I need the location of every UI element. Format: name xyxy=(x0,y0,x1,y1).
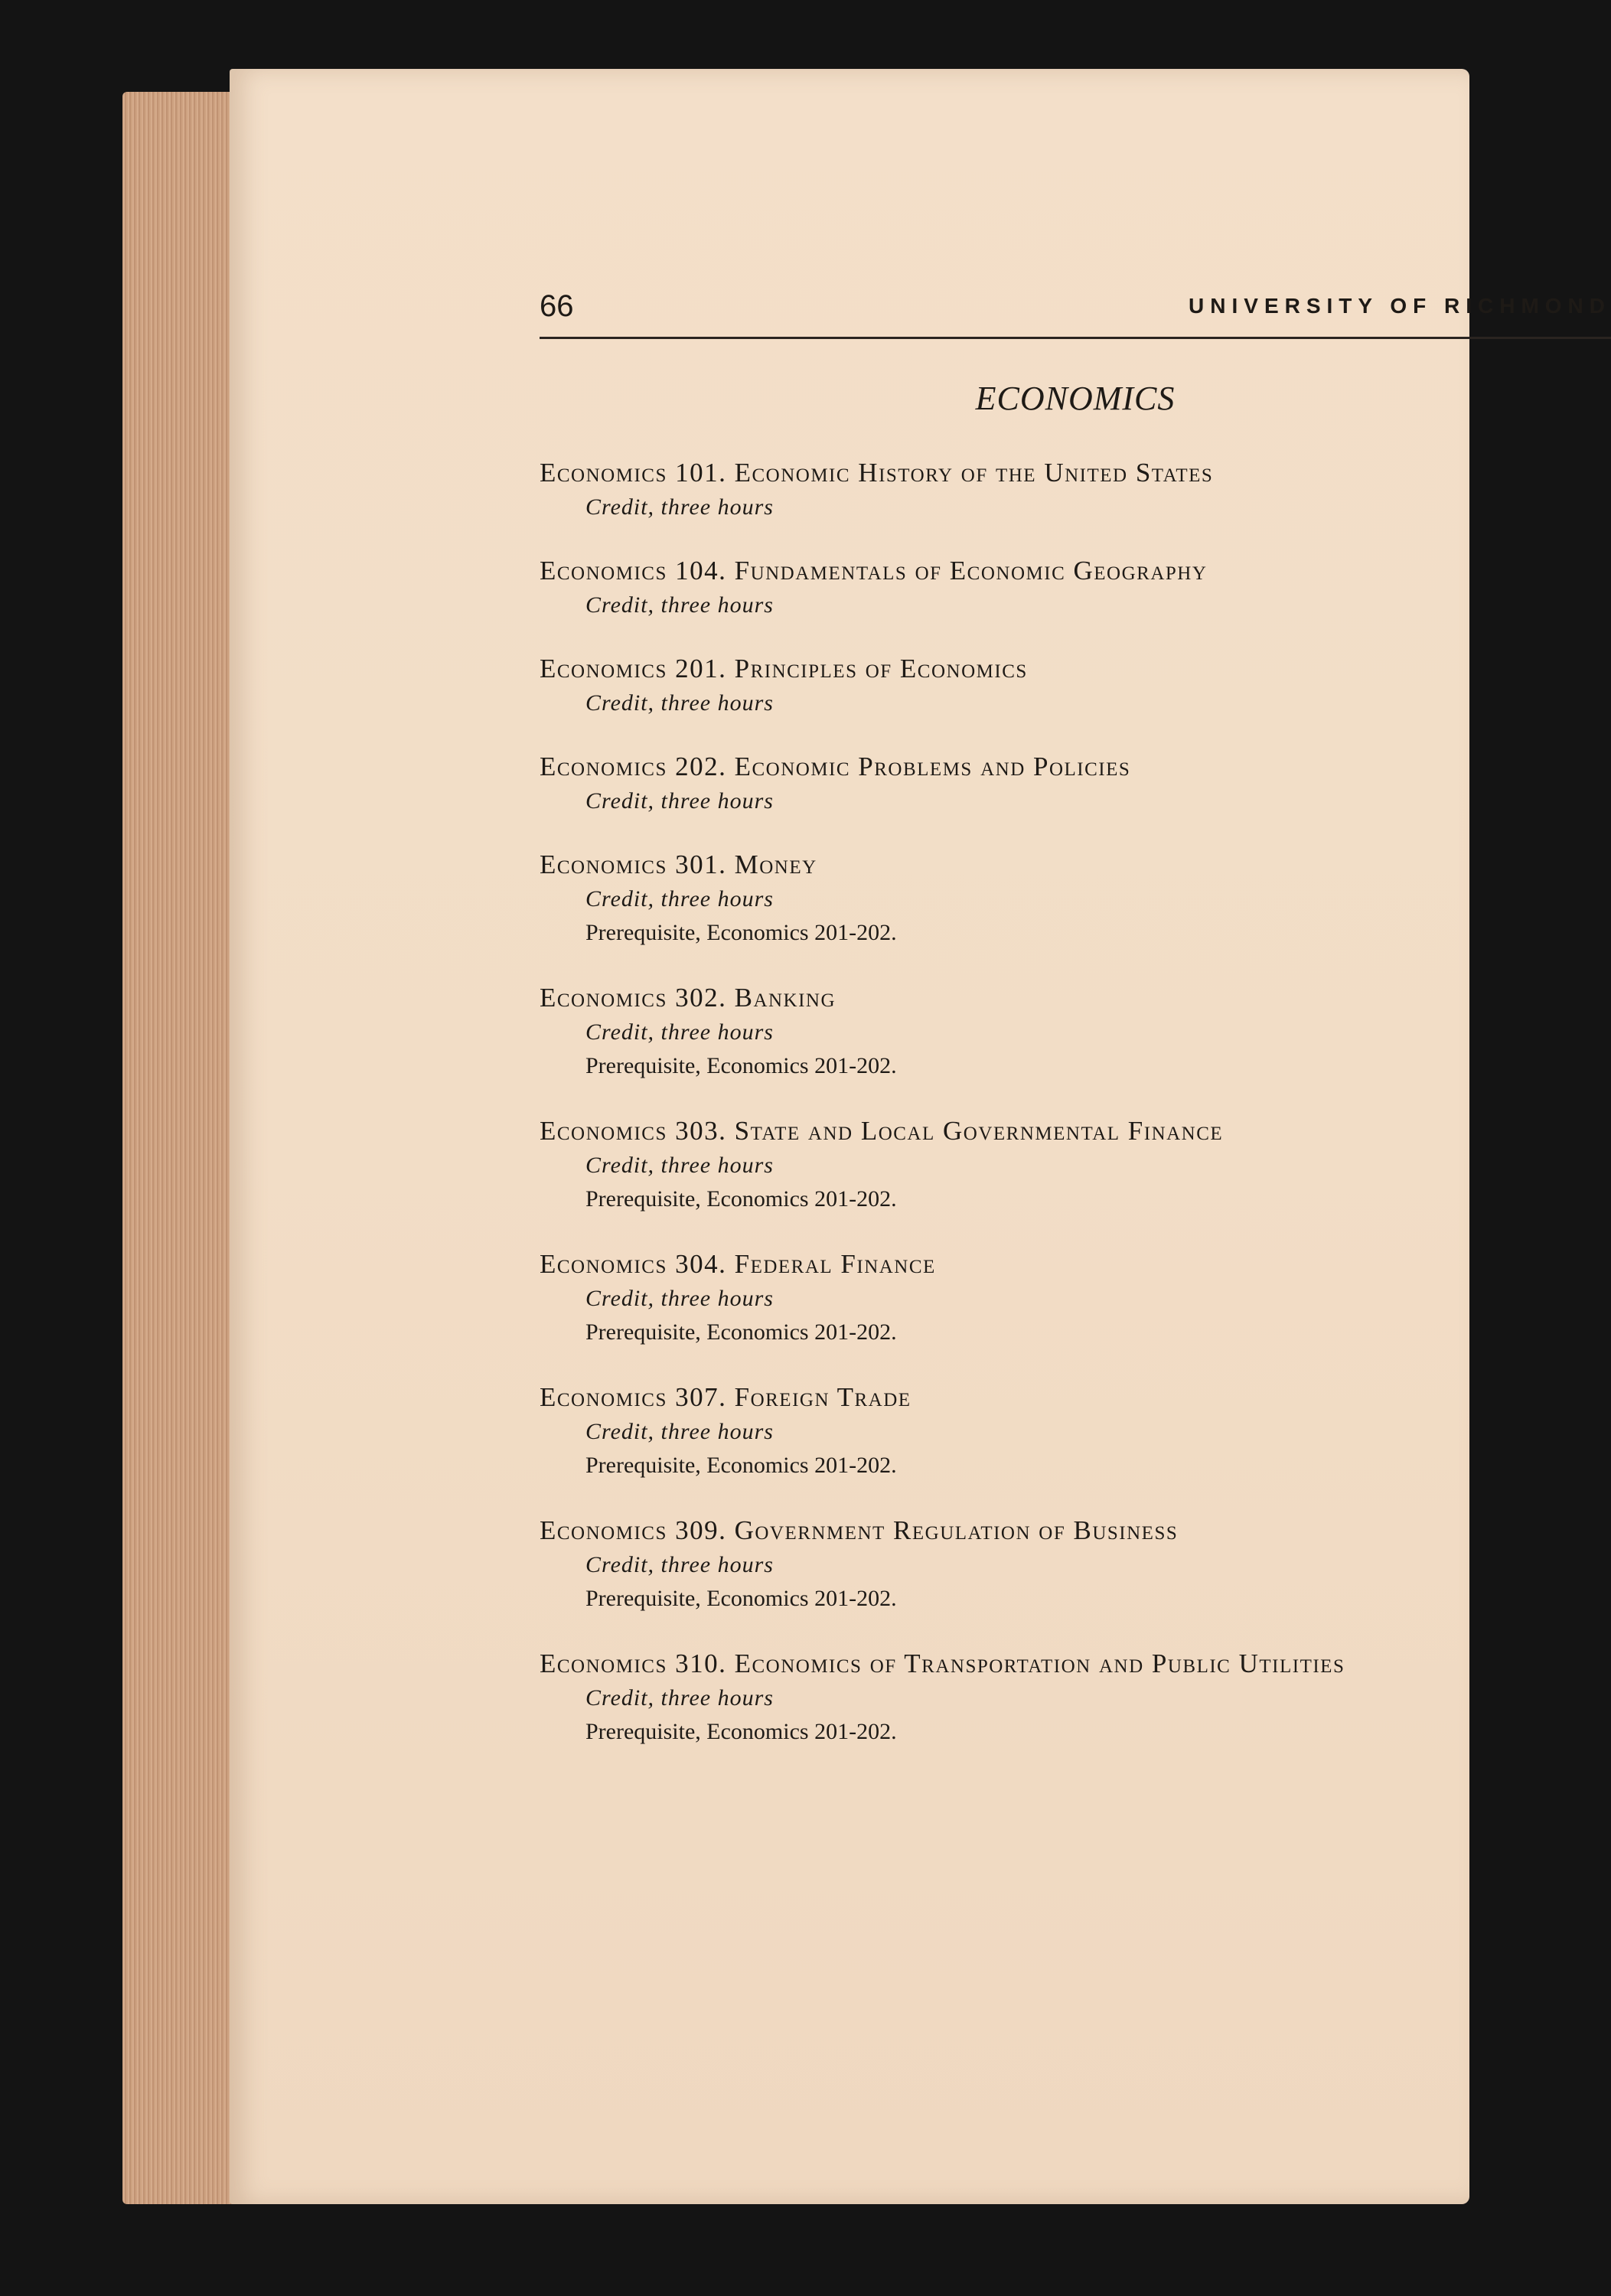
course-title: Economics 202. Economic Problems and Policies xyxy=(540,752,1131,781)
course-title: Economics 303. State and Local Governmental Finance xyxy=(540,1116,1224,1146)
course-prerequisite: Prerequisite, Economics 201-202. xyxy=(585,1186,897,1212)
course-entry xyxy=(540,553,1611,621)
course-credit: Credit, three hours xyxy=(585,788,774,814)
course-entry xyxy=(540,455,1611,523)
page-content xyxy=(540,283,1611,1779)
course-entry xyxy=(540,980,1611,1084)
course-entry xyxy=(540,1645,1611,1750)
running-title: UNIVERSITY OF RICHMOND xyxy=(1189,294,1611,318)
course-prerequisite: Prerequisite, Economics 201-202. xyxy=(585,920,897,945)
course-credit: Credit, three hours xyxy=(585,592,774,618)
page-number: 66 xyxy=(540,289,574,323)
page xyxy=(230,69,1611,2204)
course-prerequisite: Prerequisite, Economics 201-202. xyxy=(585,1586,897,1611)
course-entry xyxy=(540,846,1611,951)
course-entry xyxy=(540,1379,1611,1483)
course-entry xyxy=(540,1246,1611,1350)
course-title: Economics 309. Government Regulation of Business xyxy=(540,1515,1179,1545)
course-credit: Credit, three hours xyxy=(585,690,774,716)
course-credit: Credit, three hours xyxy=(585,1286,774,1311)
course-list xyxy=(540,455,1611,1750)
course-title: Economics 304. Federal Finance xyxy=(540,1249,936,1279)
course-credit: Credit, three hours xyxy=(585,1685,774,1711)
running-head xyxy=(540,283,1611,339)
book xyxy=(122,69,1611,2204)
course-entry xyxy=(540,1512,1611,1616)
course-title: Economics 301. Money xyxy=(540,850,817,879)
course-prerequisite: Prerequisite, Economics 201-202. xyxy=(585,1053,897,1078)
course-title: Economics 101. Economic History of the United States xyxy=(540,458,1214,488)
course-credit: Credit, three hours xyxy=(585,1419,774,1444)
course-credit: Credit, three hours xyxy=(585,1153,774,1178)
page-edges xyxy=(122,92,237,2204)
section-title: ECONOMICS xyxy=(975,380,1176,417)
course-credit: Credit, three hours xyxy=(585,1552,774,1577)
course-title: Economics 104. Fundamentals of Economic Geography xyxy=(540,556,1208,585)
course-prerequisite: Prerequisite, Economics 201-202. xyxy=(585,1719,897,1744)
course-title: Economics 201. Principles of Economics xyxy=(540,654,1028,683)
course-prerequisite: Prerequisite, Economics 201-202. xyxy=(585,1453,897,1478)
course-credit: Credit, three hours xyxy=(585,886,774,912)
course-entry xyxy=(540,1113,1611,1217)
course-title: Economics 310. Economics of Transportation and Public Utilities xyxy=(540,1649,1345,1678)
course-credit: Credit, three hours xyxy=(585,494,774,520)
course-title: Economics 302. Banking xyxy=(540,983,836,1013)
course-entry xyxy=(540,748,1611,817)
course-entry xyxy=(540,651,1611,719)
course-prerequisite: Prerequisite, Economics 201-202. xyxy=(585,1319,897,1345)
course-credit: Credit, three hours xyxy=(585,1019,774,1045)
course-title: Economics 307. Foreign Trade xyxy=(540,1382,911,1412)
